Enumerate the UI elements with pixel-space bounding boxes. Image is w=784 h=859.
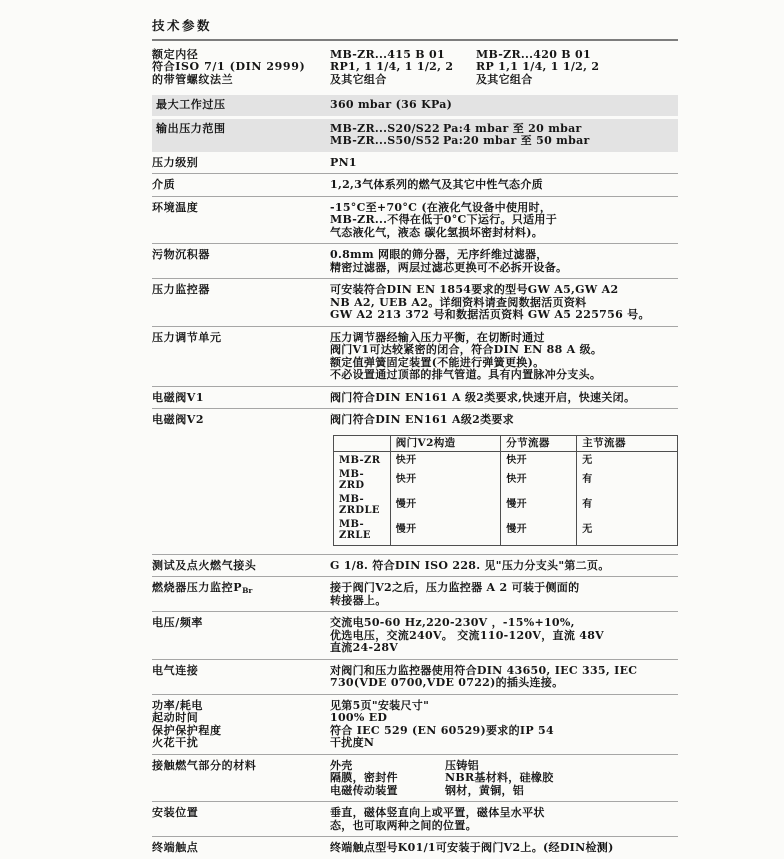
row-mounting-position — [152, 802, 678, 837]
value-line: 接于阀门V2之后，压力监控器 A 2 可装于侧面的 — [330, 581, 580, 594]
pressure-range: Pa:4 mbar 至 20 mbar — [443, 121, 582, 135]
row-max-working-pressure — [152, 95, 678, 116]
value-line: 优选电压，交流240V。 交流110-120V，直流 48V — [330, 628, 605, 642]
cell-sub-throttle: 快开 — [501, 452, 577, 468]
label-line: 符合ISO 7/1 (DIN 2999) — [152, 60, 306, 73]
value-line: MB-ZR...420 B 01 — [476, 47, 591, 61]
material-part: 隔膜，密封件 — [330, 771, 398, 784]
row-value — [330, 807, 678, 832]
row-end-contact — [152, 837, 678, 859]
value-line: 干扰度N — [330, 736, 375, 749]
cell-structure: 快开 — [390, 468, 500, 493]
row-value — [330, 617, 678, 655]
value-line: RP1, 1 1/4, 1 1/2, 2 — [330, 60, 454, 73]
value-line: 及其它组合 — [476, 72, 533, 86]
row-label: 电磁阀V2 — [152, 413, 205, 426]
table-row — [334, 452, 678, 468]
cell-main-throttle: 无 — [577, 452, 678, 468]
row-label: 测试及点火燃气接头 — [152, 558, 257, 572]
material-part: 电磁传动装置 — [330, 783, 398, 797]
value-line: 直流24-28V — [330, 641, 399, 654]
row-value: 终端触点型号K01/1可安装于阀门V2上。(经DIN检测) — [330, 841, 614, 854]
table-row — [334, 468, 678, 493]
row-value: 阀门符合DIN EN161 A 级2类要求,快速开启，快速关闭。 — [330, 390, 636, 404]
table-row — [334, 518, 678, 546]
value-line: 压力调节器经输入压力平衡，在切断时通过 — [330, 330, 545, 344]
row-value — [330, 332, 678, 382]
value-line: -15°C至+70°C (在液化气设备中使用时， — [330, 200, 552, 214]
label-line: 起动时间 — [152, 711, 199, 724]
row-dirt-trap — [152, 244, 678, 279]
model-code: MB-ZR...S50/S52 — [330, 134, 440, 147]
nominal-col-415 — [330, 49, 476, 87]
value-line: 符合 IEC 529 (EN 60529)要求的IP 54 — [330, 723, 554, 737]
label-line: 功率/耗电 — [152, 698, 204, 712]
material-line — [330, 785, 678, 798]
row-medium — [152, 174, 678, 197]
value-line: 垂直，磁体竖直向上或平置，磁体呈水平状 — [330, 806, 545, 819]
row-label: 电压/频率 — [152, 616, 204, 629]
row-solenoid-valve-v2 — [152, 409, 678, 555]
row-value: 360 mbar (36 KPa) — [330, 98, 453, 111]
value-line: 精密过滤器，两层过滤芯更换可不必拆开设备。 — [330, 260, 568, 274]
cell-model: MB-ZRDLE — [339, 493, 380, 516]
cell-model: MB-ZRLE — [339, 518, 371, 541]
row-solenoid-valve-v1 — [152, 387, 678, 410]
value-line: MB-ZR...415 B 01 — [330, 47, 445, 61]
row-value — [330, 49, 678, 87]
row-label: 压力监控器 — [152, 283, 210, 296]
value-line: 0.8mm 网眼的筛分器，无序纤维过滤器， — [330, 248, 548, 261]
header-cell-main-throttle: 主节流器 — [577, 435, 678, 452]
material-line — [330, 772, 678, 785]
cell-structure: 慢开 — [390, 493, 500, 518]
row-ambient-temperature — [152, 197, 678, 245]
header-cell-v2-structure: 阀门V2构造 — [390, 435, 500, 452]
value-line: 可安装符合DIN EN 1854要求的型号GW A5,GW A2 — [330, 283, 619, 296]
cell-main-throttle: 有 — [577, 493, 678, 518]
value-line: MB-ZR...不得在低于0°C下运行。只适用于 — [330, 213, 558, 226]
row-pressure-monitor — [152, 279, 678, 327]
row-label: 环境温度 — [152, 200, 199, 214]
range-line — [330, 135, 678, 148]
cell-structure: 慢开 — [390, 518, 500, 546]
material-part: 外壳 — [330, 758, 353, 772]
row-gas-contact-materials — [152, 755, 678, 803]
page-title: 技术参数 — [152, 20, 678, 41]
value-line: 额定值弹簧固定装置(不能进行弹簧更换)。 — [330, 355, 545, 369]
value-line: 100% ED — [330, 711, 388, 724]
value-line: NB A2, UEB A2。详细资料请查阅数据活页资料 — [330, 295, 587, 309]
row-power-consumption-block — [152, 695, 678, 755]
table-row — [334, 493, 678, 518]
row-burner-pressure-monitor — [152, 577, 678, 612]
header-cell-blank — [334, 435, 391, 452]
row-label: 介质 — [152, 178, 176, 191]
row-value — [330, 582, 678, 607]
row-pressure-regulator-unit — [152, 327, 678, 387]
nominal-col-420 — [476, 49, 622, 87]
value-line: 阀门V1可达较紧密的闭合，符合DIN EN 88 A 级。 — [330, 343, 603, 356]
row-pressure-class — [152, 152, 678, 175]
label-line: 保护保护程度 — [152, 723, 222, 737]
value-line: 态，也可取两种之间的位置。 — [330, 818, 477, 832]
row-label: 电磁阀V1 — [152, 390, 205, 404]
value-line: GW A2 213 372 号和数据活页资料 GW A5 225756 号。 — [330, 308, 650, 321]
row-label: 接触燃气部分的材料 — [152, 758, 257, 772]
row-label: 最大工作过压 — [156, 98, 226, 111]
cell-sub-throttle: 慢开 — [501, 493, 577, 518]
cell-sub-throttle: 快开 — [501, 468, 577, 493]
row-nominal-diameter — [152, 49, 678, 96]
label-text: 燃烧器压力监控P — [152, 581, 243, 594]
row-value — [330, 249, 678, 274]
row-label: 电气连接 — [152, 663, 199, 677]
label-subscript: Br — [242, 586, 253, 595]
value-line: RP 1,1 1/4, 1 1/2, 2 — [476, 60, 600, 73]
material-name: NBR基材料，硅橡胶 — [445, 771, 554, 784]
row-voltage-frequency — [152, 612, 678, 660]
row-label — [152, 582, 330, 607]
cell-model: MB-ZRD — [339, 468, 365, 491]
cell-main-throttle: 有 — [577, 468, 678, 493]
value-line: 730(VDE 0700,VDE 0722)的插头连接。 — [330, 676, 564, 689]
model-code: MB-ZR...S20/S22 — [330, 121, 440, 135]
row-label: 压力调节单元 — [152, 330, 222, 344]
value-line: 转接器上。 — [330, 593, 387, 607]
spec-document — [152, 20, 678, 859]
material-name: 钢材，黄铜，铝 — [445, 783, 525, 797]
row-label: 压力级别 — [152, 155, 199, 169]
row-value — [330, 414, 678, 550]
label-line: 的带管螺纹法兰 — [152, 72, 234, 86]
row-value — [330, 202, 678, 240]
row-label — [152, 49, 330, 87]
cell-sub-throttle: 慢开 — [501, 518, 577, 546]
row-value — [330, 760, 678, 798]
row-label: 终端触点 — [152, 841, 199, 854]
value-line: 气态液化气，液态 碳化氢损坏密封材料)。 — [330, 225, 544, 239]
row-label: 安装位置 — [152, 806, 199, 819]
row-value: PN1 — [330, 155, 357, 169]
cell-main-throttle: 无 — [577, 518, 678, 546]
header-cell-sub-throttle: 分节流器 — [501, 435, 577, 452]
value-line: 及其它组合 — [330, 72, 387, 86]
row-value: 1,2,3气体系列的燃气及其它中性气态介质 — [330, 178, 543, 191]
row-output-pressure-range — [152, 119, 678, 152]
row-label: 输出压力范围 — [156, 121, 226, 135]
value-line: 对阀门和压力监控器使用符合DIN 43650, IEC 335, IEC — [330, 663, 638, 677]
row-value — [330, 123, 678, 148]
v2-configuration-table — [333, 435, 678, 546]
cell-structure: 快开 — [390, 452, 500, 468]
row-label: 污物沉积器 — [152, 248, 210, 261]
row-value — [330, 700, 678, 750]
row-value — [330, 665, 678, 690]
row-test-ignition-connection — [152, 555, 678, 578]
cell-model: MB-ZR — [339, 455, 381, 466]
pressure-range: Pa:20 mbar 至 50 mbar — [443, 134, 590, 147]
row-electrical-connection — [152, 660, 678, 695]
value-line: 交流电50-60 Hz,220-230V ，-15%+10%, — [330, 616, 575, 629]
value-line: 阀门符合DIN EN161 A级2类要求 — [330, 413, 514, 426]
row-label — [152, 700, 330, 750]
value-line: 不必设置通过顶部的排气管道。具有内置脉冲分支头。 — [330, 368, 602, 381]
value-line: 见第5页"安装尺寸" — [330, 698, 430, 712]
table-header-row — [334, 435, 678, 452]
label-line: 火花干扰 — [152, 736, 199, 749]
row-value — [330, 284, 678, 322]
row-value: G 1/8. 符合DIN ISO 228. 见"压力分支头"第二页。 — [330, 558, 610, 572]
material-name: 压铸铝 — [445, 758, 479, 772]
label-line: 额定内径 — [152, 47, 199, 61]
